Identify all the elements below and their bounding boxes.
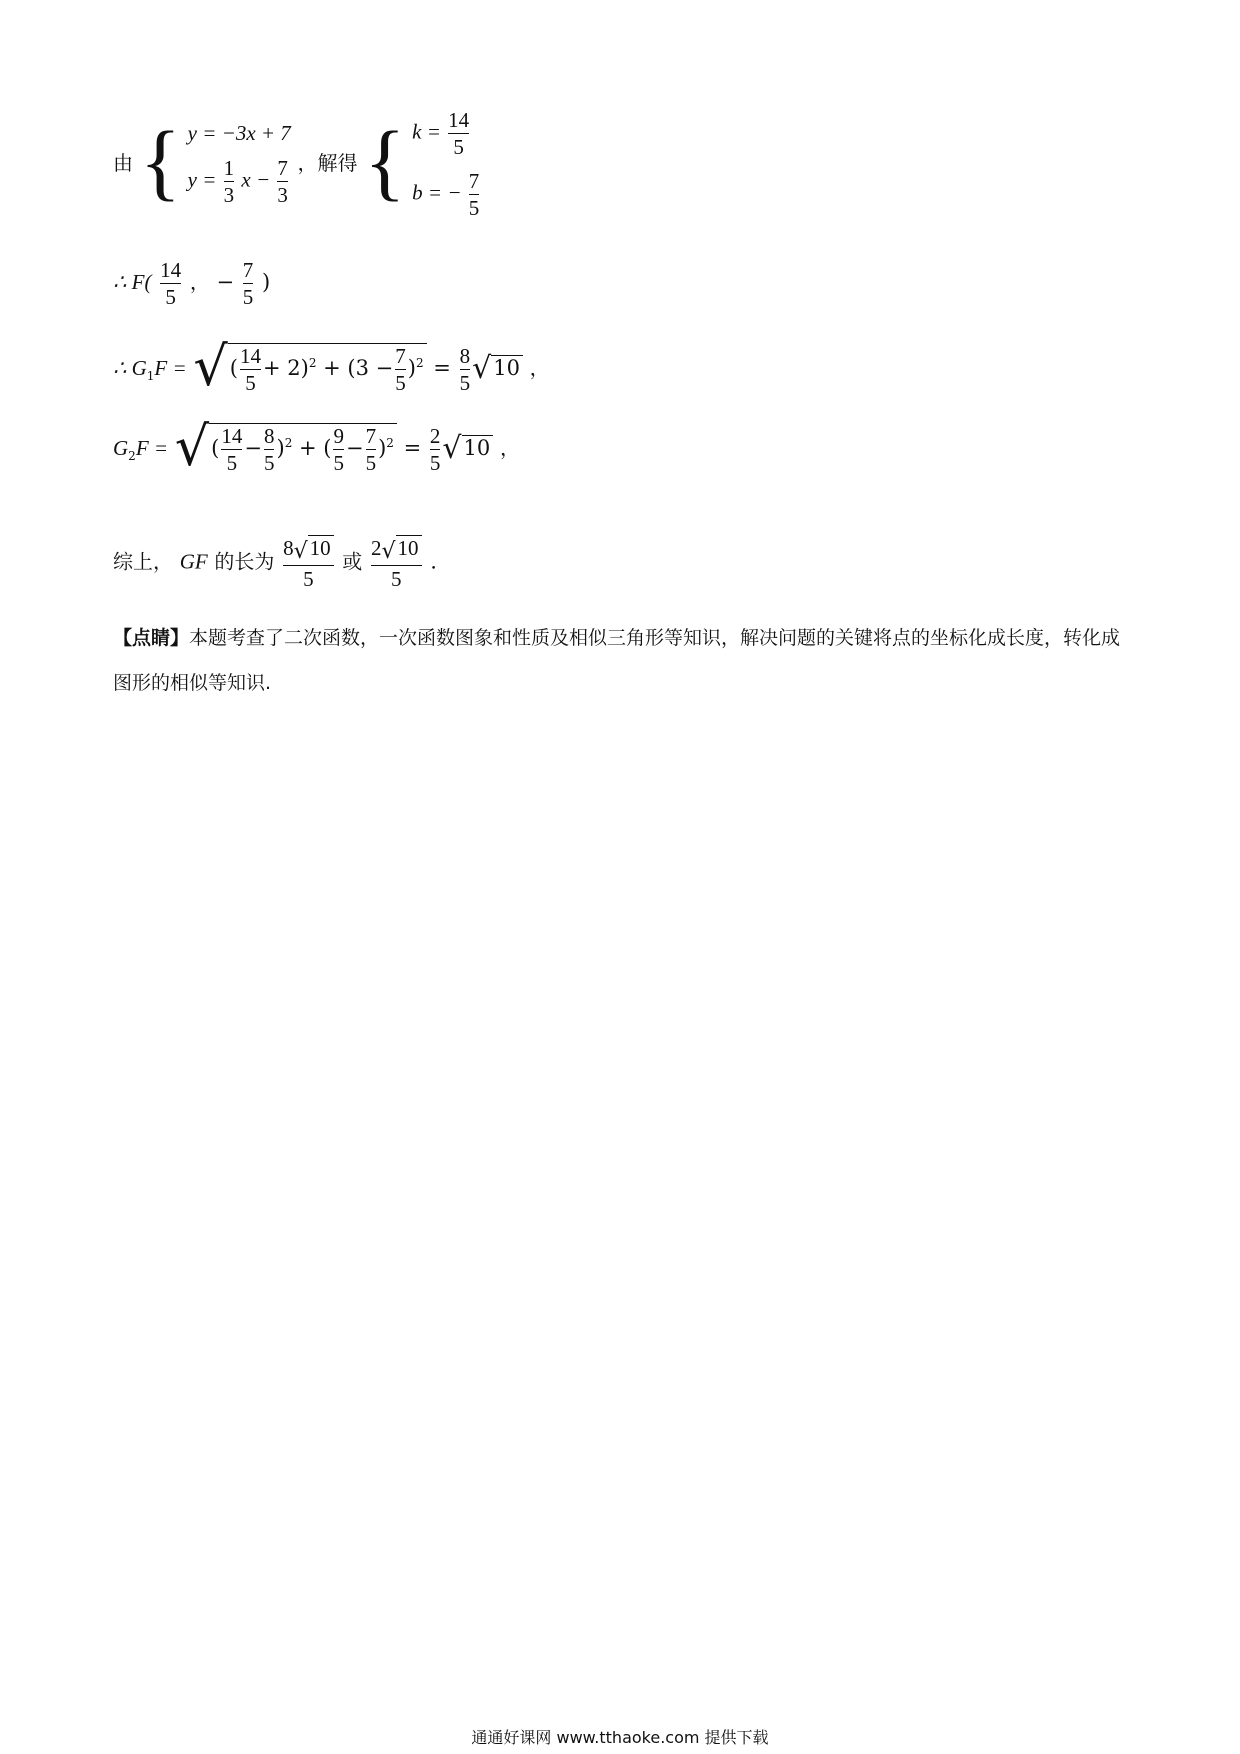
b-solution: b = − $\frac{7}{5}$ <box>412 169 480 221</box>
system-1 <box>188 121 291 207</box>
fraction: $\frac{8√10}{5}$ <box>283 535 334 591</box>
you-label: 由 <box>113 150 133 175</box>
g1f-line: ∴ $G_1F$ = √( $\frac{14}{5}$ + 2)$^2$ + (3 − $\frac{7}{5}$ )$^2$ = $\frac{8}{5}$ √10 ， <box>113 335 550 398</box>
equation-2: y = $\frac{1}{3}$ x − $\frac{7}{3}$ <box>187 156 288 208</box>
radical-sign: √ <box>174 415 210 478</box>
fraction: $\frac{2}{5}$ <box>429 423 441 475</box>
conclusion-line: 综上， GF 的长为 $\frac{8√10}{5}$ 或 $\frac{2√10}{5}$ . <box>113 536 437 592</box>
left-brace-1: { <box>139 112 181 209</box>
fraction: $\frac{14}{5}$ <box>160 258 182 310</box>
fraction: $\frac{8}{5}$ <box>459 343 471 395</box>
comment-paragraph <box>113 616 1123 706</box>
fraction: $\frac{2√10}{5}$ <box>371 535 422 591</box>
fraction: $\frac{1}{3}$ <box>223 156 235 208</box>
radicand: ( $\frac{14}{5}$ + 2)$^2$ + (3 − $\frac{7}{5}$ )$^2$ <box>228 343 427 395</box>
page-footer: 通通好课网 www.tthaoke.com 提供下载 <box>471 1728 769 1747</box>
fraction: $\frac{7}{5}$ <box>242 258 254 310</box>
point-f-line: ∴ F( $\frac{14}{5}$ ， − $\frac{7}{5}$ ) <box>113 258 271 310</box>
equation-1: y = −3x + 7 <box>187 121 291 146</box>
equation-system-line <box>113 108 481 221</box>
k-solution: k = $\frac{14}{5}$ <box>412 108 470 160</box>
radicand: ( $\frac{14}{5}$ − $\frac{8}{5}$ )$^2$ + ( $\frac{9}{5}$ − $\frac{7}{5}$ )$^2$ <box>209 423 397 475</box>
radical-sign: √ <box>193 335 228 398</box>
fraction: $\frac{7}{3}$ <box>277 156 288 208</box>
comment-text: 本题考查了二次函数，一次函数图象和性质及相似三角形等知识，解决问题的关键将点的坐标化成长度，转化成图形的相似等知识. <box>113 627 1121 694</box>
left-brace-2: { <box>364 112 406 209</box>
g2f-line: $G_2F$ = √( $\frac{14}{5}$ − $\frac{8}{5}$ )$^2$ + ( $\frac{9}{5}$ − $\frac{7}{5}$ )$^2$ = $\frac{2}{5}$ √10 ， <box>113 415 520 478</box>
comment-tag: 【点睛】 <box>113 627 190 649</box>
system-2 <box>412 108 481 221</box>
solve-label: ，解得 <box>297 150 358 175</box>
